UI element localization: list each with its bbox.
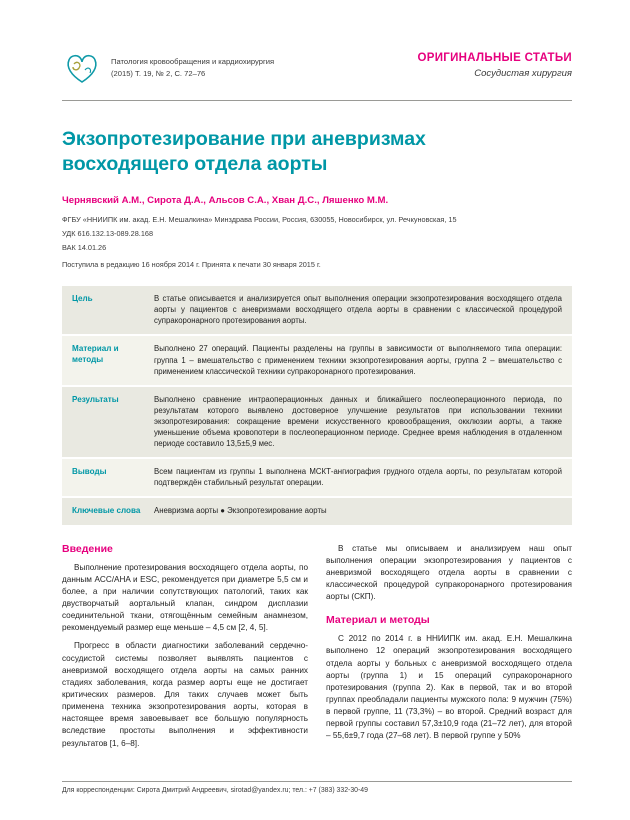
methods-heading: Материал и методы <box>326 614 430 627</box>
intro-paragraph-2: Прогресс в области диагностики заболеваний сердечно-сосудистой системы позволяет выявлять пациентов с аневризмой восходящего отдела аорты на самых ранних стадиях заболевания, когда размер аорты еще не достигает критических размеров. Для таких случаев может быть применена техника экзопротезирования аорты, которая в настоящее время завоевывает все большую популярность вследствие простоты выполнения и эффективности результатов [1, 6–8]. <box>62 641 308 748</box>
page-header <box>62 52 572 86</box>
intro-paragraph-3: В статье мы описываем и анализируем наш опыт выполнения операции экзопротезирования у пациентов с аневризмой восходящего отдела аорты в сравнении с классической процедурой супракоронарного протезирования аорты (СКП). <box>326 543 572 602</box>
intro-heading: Введение <box>62 542 113 555</box>
header-divider <box>62 100 572 101</box>
section-block <box>418 52 573 79</box>
article-body <box>62 543 572 756</box>
abstract-text: Аневризма аорты ● Экзопротезирование аорты <box>154 506 327 516</box>
abstract-text: Выполнено сравнение интраоперационных данных и ближайшего послеоперационного периода, по результатам которого выявлено достоверное улучшение результатов при использовании техники экзопротезирования: сокращение времени искусственного кровообращения, окклюзии аорты, а также уменьшение объема кровопотери в послеоперационном периоде. Среднее время наблюдения в отдаленном периоде составило 13,5±5,9 мес. <box>154 394 562 448</box>
abstract-row-results <box>62 387 572 457</box>
journal-logo-icon <box>62 50 102 86</box>
abstract-label: Материал и методы <box>72 344 119 364</box>
article-authors: Чернявский А.М., Сирота Д.А., Альсов С.А., Хван Д.С., Ляшенко М.М. <box>62 194 389 206</box>
abstract-row-conclusions <box>62 459 572 496</box>
article-udc: УДК 616.132.13-089.28.168 <box>62 228 153 238</box>
left-column <box>62 543 308 756</box>
journal-title: Патология кровообращения и кардиохирургия <box>111 57 275 66</box>
abstract-label: Ключевые слова <box>72 506 141 516</box>
abstract-text: Выполнено 27 операций. Пациенты разделены на группы в зависимости от выполняемого типа операции: группа 1 – вмешательство с применением техники экзопротезирования аорты, группа 2 – вмешательство с применением классической техники супракоронарного протезирования. <box>154 344 562 376</box>
abstract-row-keywords <box>62 498 572 525</box>
journal-info <box>111 52 274 80</box>
article-affiliation: ФГБУ «ННИИПК им. акад. Е.Н. Мешалкина» Минздрава России, Россия, 630055, Новосибирск, ул. Речкуновская, 15 <box>62 214 457 224</box>
article-vak: ВАК 14.01.26 <box>62 242 107 252</box>
abstract-text: В статье описывается и анализируется опыт выполнения операции экзопротезирования восходящего отдела аорты у пациентов с аневризмами восходящего отдела аорты в сравнении с классической процедурой супракоронарного протезирования аорты. <box>154 294 562 326</box>
article-received-date: Поступила в редакцию 16 ноября 2014 г. Принята к печати 30 января 2015 г. <box>62 260 321 270</box>
section-sublabel: Сосудистая хирургия <box>474 68 572 79</box>
abstract-table <box>62 286 572 524</box>
intro-paragraph-1: Выполнение протезирования восходящего отдела аорты, по данным ACC/AHA и ESC, рекомендуется при диаметре 5,5 см и более, а при наличии сопутствующих патологий, таких как двустворчатый аортальный клапан, синдром дисплазии соединительной ткани, отягощённым семейным анамнезом, рекомендуемый размер еще меньше – 4,5 см [2, 4, 5]. <box>62 562 308 633</box>
section-label: ОРИГИНАЛЬНЫЕ СТАТЬИ <box>417 52 572 64</box>
correspondence-note: Для корреспонденции: Сирота Дмитрий Андреевич, sirotad@yandex.ru; тел.: +7 (383) 332-30-49 <box>62 787 368 794</box>
page-footer <box>62 781 572 794</box>
abstract-row-aim <box>62 286 572 334</box>
abstract-text: Всем пациентам из группы 1 выполнена МСКТ-ангиография грудного отдела аорты, по результатам которой подтверждён стабильный результат операции. <box>154 466 562 488</box>
methods-paragraph: С 2012 по 2014 г. в ННИИПК им. акад. Е.Н. Мешалкина выполнено 12 операций экзопротезирования восходящего отдела аорты у больных с аневризмой восходящего отдела аорты (группа 1) и 15 операций супракоронарного протезирования (группа 2). Как в первой, так и во второй группах преобладали пациенты мужского пола: 9 мужчин (75%) в первой группе, 11 (73,3%) – во второй. Средний возраст для первой группы составил 57,3±10,9 года (21–72 лет), для второй – 55,6±9,7 года (27–68 лет). В первой группе у 50% <box>326 634 572 741</box>
journal-identity <box>62 52 274 86</box>
right-column <box>326 543 572 756</box>
article-title: Экзопротезирование при аневризмах восходящего отдела аорты <box>62 128 426 175</box>
abstract-row-methods <box>62 336 572 384</box>
abstract-label: Цель <box>72 294 93 304</box>
abstract-label: Результаты <box>72 394 119 404</box>
abstract-label: Выводы <box>72 466 107 476</box>
journal-issue: (2015) Т. 19, № 2, С. 72–76 <box>111 69 206 79</box>
